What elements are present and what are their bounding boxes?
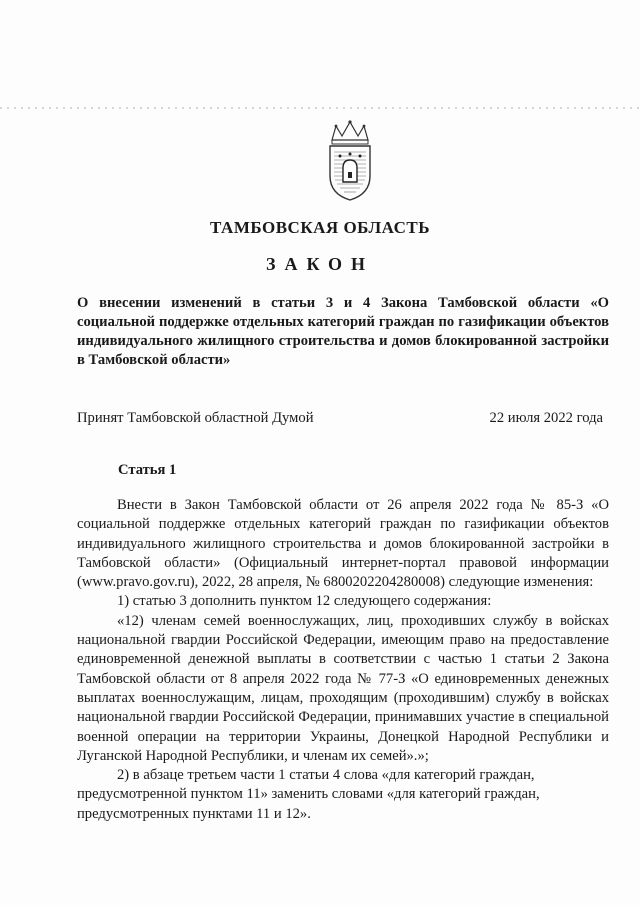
adopted-by-text: Принят Тамбовской областной Думой	[77, 410, 314, 426]
paragraph: 1) статью 3 дополнить пунктом 12 следующего содержания:	[117, 593, 492, 610]
adoption-line	[77, 410, 609, 427]
paragraph: Внести в Закон Тамбовской области от 26 апреля 2022 года № 85-З «О социальной поддержке отдельных категорий граждан по газификации объектов индивидуального жилищного строительства и домов блокированной застройки в Тамбовской области» (Официальный интернет-портал правовой информации (www.pravo.gov.ru), 2022, 28 апреля, № 6800202204280008) следующие изменения:	[77, 497, 609, 591]
scan-artifact-line	[0, 107, 640, 109]
document-type-heading: ЗАКОН	[265, 254, 375, 274]
adoption-date: 22 июля 2022 года	[489, 410, 603, 426]
article-body	[77, 496, 609, 824]
region-heading: ТАМБОВСКАЯ ОБЛАСТЬ	[210, 218, 430, 237]
article-heading: Статья 1	[118, 462, 177, 478]
paragraph: 2) в абзаце третьем части 1 статьи 4 слова «для категорий граждан, предусмотренной пунктом 11» заменить словами «для категорий граждан, предусмотренных пунктами 11 и 12».	[77, 767, 540, 822]
paragraph: «12) членам семей военнослужащих, лиц, проходивших службу в войсках национальной гвардии Российской Федерации, имеющим право на предоставление единовременной денежной выплаты в соответствии с частью 1 статьи 2 Закона Тамбовской области от 8 апреля 2022 года № 77-З «О единовременных денежных выплатах военнослужащим, лицам, проходящим (проходившим) службу в войсках национальной гвардии Российской Федерации, принимавших участие в специальной военной операции на территории Украины, Донецкой Народной Республики и Луганской Народной Республики, и членам их семей».»;	[77, 612, 609, 764]
law-title: О внесении изменений в статьи 3 и 4 Закона Тамбовской области «О социальной поддержке отдельных категорий граждан по газификации объектов индивидуального жилищного строительства и домов блокированной застройки в Тамбовской области»	[77, 295, 609, 368]
tambov-coat-of-arms-icon	[318, 118, 382, 202]
